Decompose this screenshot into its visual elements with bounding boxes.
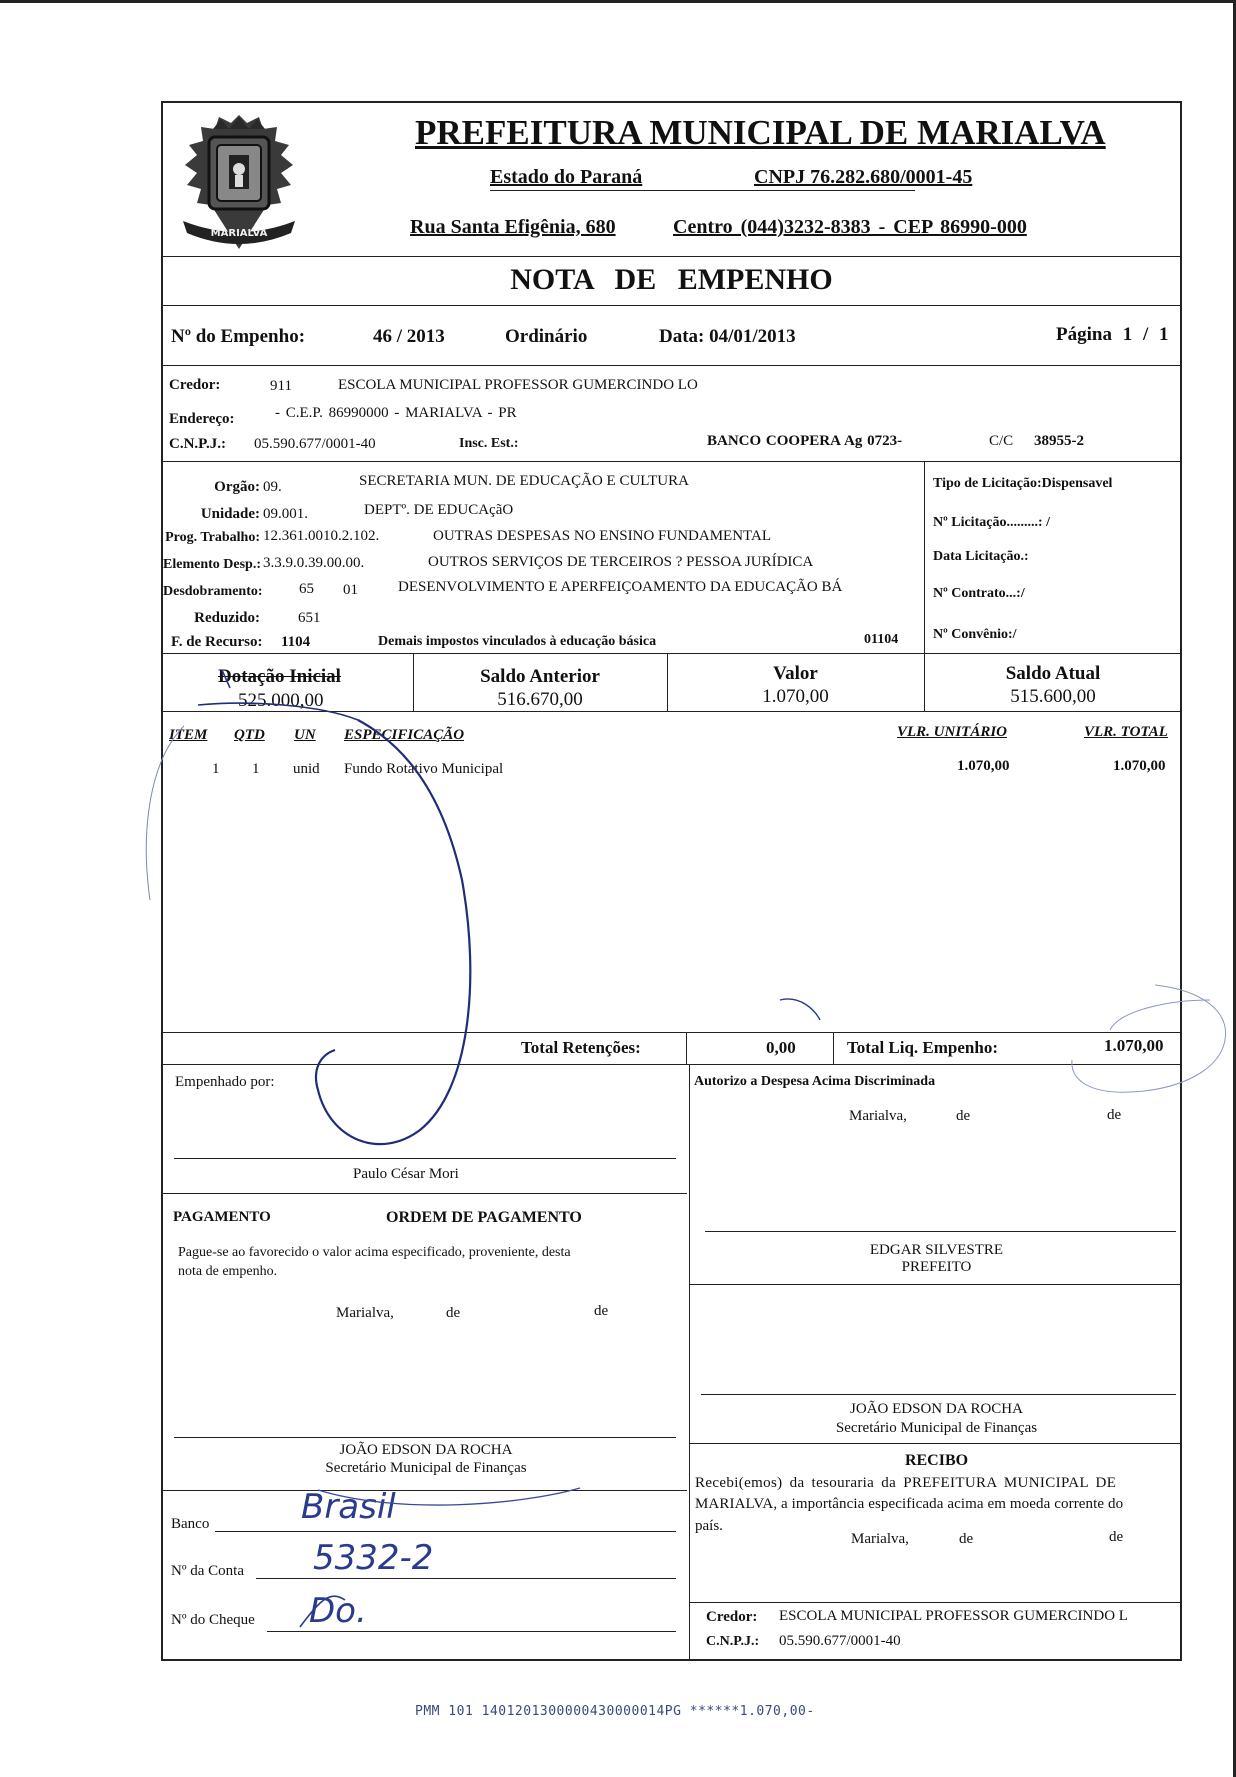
autorizo-city: Marialva, (849, 1108, 907, 1124)
svg-text:MARIALVA: MARIALVA (210, 228, 268, 239)
desdobramento-sub: 01 (343, 582, 358, 598)
cheque-label: Nº do Cheque (171, 1612, 255, 1628)
scan-edge-top (0, 0, 1236, 3)
cheque-handwritten: Do. (309, 1591, 367, 1631)
recibo-de-2: de (1109, 1529, 1124, 1545)
municipality-cnpj: CNPJ 76.282.680/0001-45 (754, 166, 973, 188)
recibo-credor-label: Credor: (706, 1609, 758, 1625)
liquido-label: Total Liq. Empenho: (847, 1038, 998, 1057)
saldo-atual-label: Saldo Atual (1005, 663, 1101, 684)
divider (689, 1602, 1180, 1603)
pagamento-label: PAGAMENTO (173, 1209, 271, 1225)
contrato-number: Nº Contrato...:/ (933, 586, 1025, 601)
divider (163, 711, 1180, 712)
retencoes-label: Total Retenções: (521, 1038, 641, 1057)
divider (163, 365, 1180, 366)
licitacao-number: Nº Licitação.........: / (933, 515, 1050, 530)
licitacao-date: Data Licitação.: (933, 549, 1029, 564)
pagamento-de-1: de (446, 1305, 461, 1321)
row-item: 1 (212, 761, 220, 777)
retencoes-value: 0,00 (766, 1038, 796, 1057)
ordem-pagamento-title: ORDEM DE PAGAMENTO (386, 1209, 582, 1226)
recurso-label: F. de Recurso: (171, 634, 263, 650)
liquido-value: 1.070,00 (1104, 1036, 1164, 1055)
recibo-cnpj: 05.590.677/0001-40 (779, 1633, 901, 1649)
divider (689, 1443, 1180, 1444)
divider (163, 1193, 687, 1194)
divider (163, 1064, 1180, 1065)
municipal-crest-icon (169, 109, 309, 259)
conta-label: Nº da Conta (171, 1563, 244, 1579)
prog-trabalho-code: 12.361.0010.2.102. (263, 528, 380, 544)
recibo-text-3: país. (695, 1518, 723, 1534)
recibo-title: RECIBO (904, 1452, 969, 1469)
pagamento-signer-name: JOÃO EDSON DA ROCHA (339, 1442, 513, 1458)
divider (163, 256, 1180, 257)
cc-label: C/C (989, 433, 1014, 449)
signature-line (705, 1231, 1176, 1232)
autorizo-signer-role: PREFEITO (901, 1259, 972, 1275)
dotacao-value: 525.000,00 (238, 690, 324, 711)
address-label: Endereço: (169, 411, 235, 427)
credor-code: 911 (270, 378, 292, 394)
column-divider (924, 461, 925, 653)
insc-est-label: Insc. Est.: (459, 436, 519, 451)
saldo-anterior-value: 516.670,00 (497, 689, 583, 710)
empenho-label: Nº do Empenho: (171, 326, 306, 347)
signature-line (174, 1158, 676, 1159)
autorizo-label: Autorizo a Despesa Acima Discriminada (694, 1074, 936, 1089)
elemento-desp-code: 3.3.9.0.39.00.00. (263, 555, 365, 571)
empenho-number: 46 / 2013 (373, 326, 445, 347)
pagamento-city: Marialva, (336, 1305, 394, 1321)
signature-line (701, 1394, 1176, 1395)
empenhado-name: Paulo César Mori (353, 1166, 459, 1182)
elemento-desp-name: OUTROS SERVIÇOS DE TERCEIROS ? PESSOA JURÍDICA (428, 554, 814, 570)
credor-cnpj-label: C.N.P.J.: (169, 436, 226, 452)
credor-cnpj: 05.590.677/0001-40 (254, 436, 376, 452)
unidade-name: DEPTº. DE EDUCAçãO (364, 502, 514, 518)
signature-line (174, 1437, 676, 1438)
saldo-anterior-label: Saldo Anterior (480, 666, 600, 687)
col-un: UN (294, 727, 316, 743)
street-address: Rua Santa Efigênia, 680 (410, 216, 616, 238)
column-divider (686, 1032, 687, 1064)
nota-de-empenho-form (161, 101, 1182, 1661)
recurso-name: Demais impostos vinculados à educação básica (378, 634, 657, 649)
empenho-type: Ordinário (505, 326, 588, 347)
desdobramento-name: DESENVOLVIMENTO E APERFEIÇOAMENTO DA EDUCAÇÃO BÁ (398, 579, 843, 595)
divider (163, 305, 1180, 306)
valor-label: Valor (773, 663, 818, 684)
reduzido-label: Reduzido: (194, 610, 260, 626)
licitacao-type: Tipo de Licitação:Dispensavel (933, 476, 1113, 491)
divider (163, 653, 1180, 654)
column-divider (689, 1064, 690, 1661)
row-vlr-unitario: 1.070,00 (957, 758, 1010, 774)
recibo-text-1: Recebi(emos) da tesouraria da PREFEITURA MUNICIPAL DE (695, 1475, 1117, 1491)
cheque-field-line (267, 1631, 676, 1632)
unidade-code: 09.001. (263, 506, 308, 522)
banco-field-line (215, 1531, 676, 1532)
reduzido-code: 651 (298, 610, 321, 626)
municipality-title: PREFEITURA MUNICIPAL DE MARIALVA (415, 113, 1106, 152)
orgao-label: Orgão: (214, 479, 260, 495)
recibo-cnpj-label: C.N.P.J.: (706, 1634, 760, 1649)
pagamento-de-2: de (594, 1303, 609, 1319)
banco-handwritten: Brasil (301, 1487, 396, 1527)
credor-name: ESCOLA MUNICIPAL PROFESSOR GUMERCINDO LO (338, 377, 698, 393)
row-vlr-total: 1.070,00 (1113, 758, 1166, 774)
conta-handwritten: 5332-2 (313, 1538, 434, 1578)
autorizo-signer-name: EDGAR SILVESTRE (869, 1242, 1004, 1258)
credor-address: - C.E.P. 86990000 - MARIALVA - PR (275, 405, 517, 421)
banco-label: Banco (171, 1516, 210, 1532)
bank-info: BANCO COOPERA Ag 0723- (707, 433, 903, 449)
prog-trabalho-label: Prog. Trabalho: (165, 530, 260, 545)
col-vlr-unitario: VLR. UNITÁRIO (897, 724, 1008, 740)
page-indicator: Página 1 / 1 (1056, 324, 1169, 345)
divider (163, 461, 1180, 462)
conta-field-line (256, 1578, 676, 1579)
col-qtd: QTD (234, 727, 265, 743)
recurso-number: 01104 (864, 632, 899, 647)
divider (163, 1032, 1180, 1033)
recibo-city: Marialva, (851, 1531, 909, 1547)
convenio-number: Nº Convênio:/ (933, 627, 1017, 642)
col-vlr-total: VLR. TOTAL (1084, 724, 1168, 740)
desdobramento-label: Desdobramento: (163, 584, 263, 599)
state-cnpj-underline (490, 190, 915, 191)
financas-signer-role: Secretário Municipal de Finanças (835, 1420, 1038, 1436)
column-divider (833, 1032, 834, 1064)
row-especificacao: Fundo Rotativo Municipal (344, 761, 504, 777)
saldo-atual-value: 515.600,00 (1010, 686, 1096, 707)
desdobramento-code: 65 (299, 581, 314, 597)
recibo-credor: ESCOLA MUNICIPAL PROFESSOR GUMERCINDO L (779, 1608, 1128, 1624)
cc-number: 38955-2 (1034, 433, 1084, 449)
col-especificacao: ESPECIFICAÇÃO (344, 727, 465, 743)
credor-label: Credor: (169, 377, 221, 393)
dotacao-label: Dotação Inicial (218, 666, 341, 687)
divider (689, 1284, 1180, 1285)
prog-trabalho-name: OUTRAS DESPESAS NO ENSINO FUNDAMENTAL (433, 528, 771, 544)
address-contact: Centro (044)3232-8383 - CEP 86990-000 (673, 216, 1027, 238)
pagamento-text-1: Pague-se ao favorecido o valor acima especificado, proveniente, desta (178, 1245, 571, 1260)
financas-signer-name: JOÃO EDSON DA ROCHA (850, 1401, 1023, 1417)
empenho-date: Data: 04/01/2013 (659, 326, 796, 347)
row-un: unid (293, 761, 320, 777)
recibo-de-1: de (959, 1531, 974, 1547)
orgao-code: 09. (263, 479, 282, 495)
col-item: ITEM (169, 727, 208, 743)
recibo-text-2: MARIALVA, a importância especificada acima em moeda corrente do (695, 1496, 1124, 1512)
autorizo-de-1: de (956, 1108, 971, 1124)
micr-code-line: PMM 101 1401201300000430000014PG ******1.070,00- (415, 1704, 815, 1719)
state-name: Estado do Paraná (490, 166, 643, 188)
autorizo-de-2: de (1107, 1107, 1122, 1123)
pagamento-text-2: nota de empenho. (178, 1264, 278, 1279)
pagamento-signer-role: Secretário Municipal de Finanças (325, 1460, 527, 1476)
row-qtd: 1 (252, 761, 260, 777)
valor-value: 1.070,00 (762, 686, 829, 707)
document-title: NOTA DE EMPENHO (510, 263, 833, 296)
unidade-label: Unidade: (200, 506, 260, 522)
empenhado-label: Empenhado por: (175, 1074, 275, 1090)
elemento-desp-label: Elemento Desp.: (163, 557, 261, 572)
recurso-code: 1104 (281, 634, 311, 650)
orgao-name: SECRETARIA MUN. DE EDUCAÇÃO E CULTURA (359, 473, 689, 489)
divider (163, 1490, 687, 1491)
